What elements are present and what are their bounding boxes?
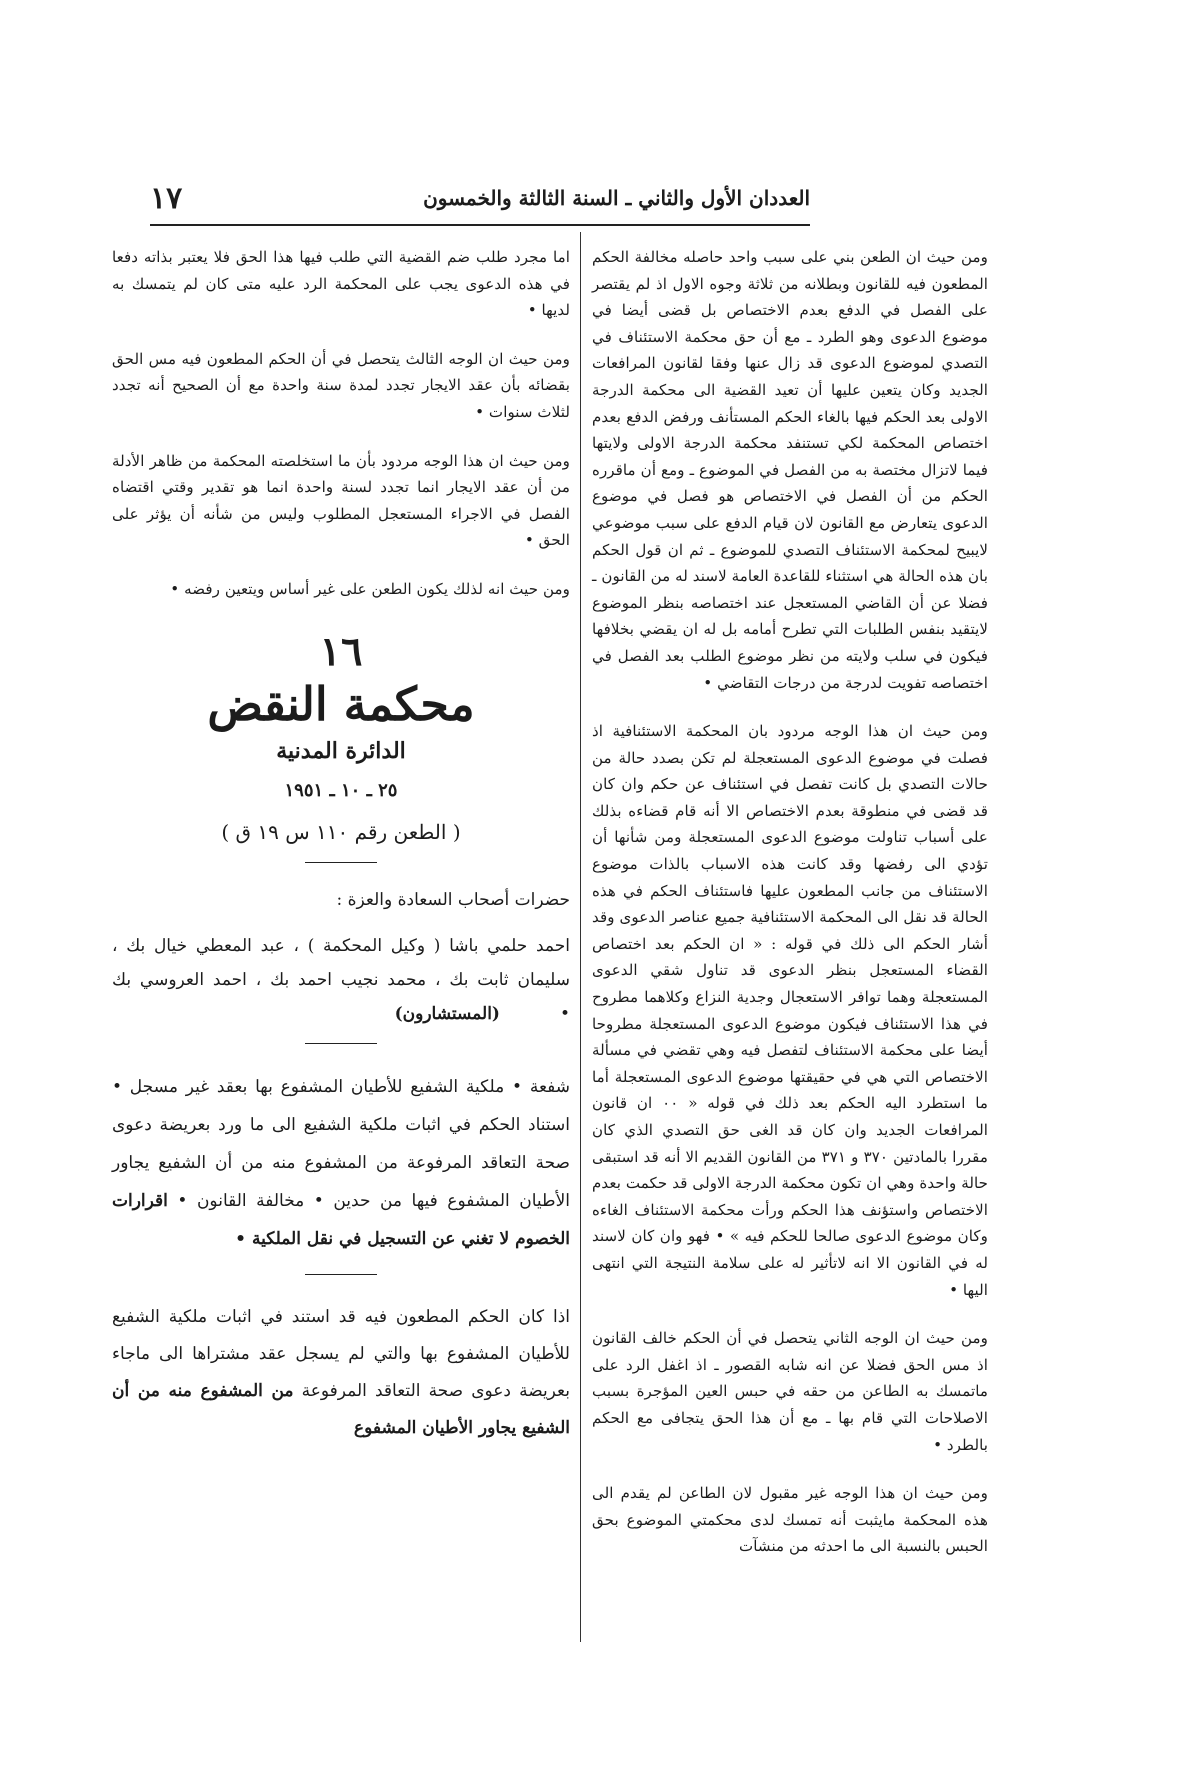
body-paragraph: ومن حيث انه لذلك يكون الطعن على غير أساس ويتعين رفضه • — [170, 579, 570, 598]
body-paragraph: ومن حيث ان الوجه الثالث يتحصل في أن الحكم المطعون فيه مس الحق بقضائه بأن عقد الايجار تجدد لمدة سنة واحدة مع أن الصحيح أنه تجدد لثلاث سنوات • — [112, 349, 570, 421]
left-column — [112, 244, 570, 1447]
headnote-bold: اقرارات الخصوم لا تغني عن التسجيل في نقل الملكية • — [112, 1191, 570, 1250]
case-date: ٢٥ ـ ١٠ ـ ١٩٥١ — [284, 780, 398, 802]
bench-role: (المستشارون) — [394, 1004, 500, 1025]
body-paragraph: ومن حيث ان الطعن بني على سبب واحد حاصله مخالفة الحكم المطعون فيه للقانون وبطلانه من ثلاثة وجوه الاول اذ لم يقتصر على الفصل في الدفع بعدم الاختصاص بل قضى أيضا في موضوع الدعوى وهو الطرد ـ مع أن حق محكمة الاستئناف في التصدي لموضوع الدعوى قد زال عنها وفقا لقانون المرافعات الجديد وكان يتعين عليها أن تعيد القضية الى محكمة الدرجة الاولى بعد الحكم فيها بالغاء الحكم المستأنف ورفض الدفع بعدم اختصاص المحكمة لكي تستنفد محكمة الدرجة الاولى ولايتها فيما لاتزال مختصة به من الفصل في الموضوع ـ ومع أن ماقرره الحكم من أن الفصل في الاختصاص هو فصل في موضوع الدعوى يتعارض مع القانون لان قيام الدفع على سبب موضوعي لايبيح لمحكمة الاستئناف التصدي للموضوع ـ ثم ان قول الحكم بان هذه الحالة هي استثناء للقاعدة العامة لاسند له من القانون ـ فضلا عن أن القاضي المستعجل عند اختصاصه بنظر الموضوع لايتقيد بنفس الطلبات التي تطرح أمامه بل له ان يقضي بخلافها فيكون في سلب ولايته من نظر موضوع الطلب بعد الفصل في اختصاصه تفويت لدرجة من درجات التقاضي • — [592, 248, 988, 692]
header-rule — [150, 224, 810, 226]
body-paragraph: اما مجرد طلب ضم القضية التي طلب فيها هذا الحق فلا يعتبر بذاته دفعا في هذه الدعوى يجب على المحكمة الرد عليه متى كان لم يتمسك به لديها • — [112, 248, 570, 320]
bench-intro: حضرات أصحاب السعادة والعزة : — [336, 889, 570, 910]
page-number: ١٧ — [150, 180, 183, 216]
section-rule — [305, 1274, 377, 1275]
body-paragraph: ومن حيث ان الوجه الثاني يتحصل في أن الحكم خالف القانون اذ مس الحق فضلا عن انه شابه القصور ـ اذ اغفل الرد على ماتمسك به الطاعن من حقه في حبس العين المؤجرة بسبب الاصلاحات التي قام بها ـ مع أن هذا الحق يتجافى مع الحكم بالطرد • — [592, 1329, 988, 1454]
running-title: العددان الأول والثاني ـ السنة الثالثة والخمسون — [423, 186, 810, 210]
headnote-text: شفعة • ملكية الشفيع للأطيان المشفوع بها بعقد غير مسجل • استناد الحكم في اثبات ملكية الشفيع الى ما ورد بعريضة دعوى صحة التعاقد المرفوعة من المشفوع منه من أن الشفيع يجاور الأطيان المشفوع فيها من حدين • مخالفة القانون • — [112, 1077, 570, 1212]
circuit-name: الدائرة المدنية — [276, 737, 406, 764]
bench-members — [112, 929, 570, 1031]
body-paragraph: ومن حيث ان هذا الوجه مردود بان المحكمة الاستئنافية اذ فصلت في موضوع الدعوى المستعجلة لم تكن بصدد حالة من حالات التصدي بل كانت تفصل في استئناف عن حكم وان كان قد قضى في منطوقة بعدم الاختصاص الا أنه قام قضاءه بذلك على أسباب تناولت موضوع الدعوى المستعجلة ومن شأنها أن تؤدي الى رفضها وقد كانت هذه الاسباب بالذات موضوع الاستئناف من جانب المطعون عليها فاستئناف الحكم في هذه الحالة قد نقل الى المحكمة الاستئنافية جميع عناصر الدعوى وقد أشار الحكم الى ذلك في قوله : « ان الحكم بعد اختصاص القضاء المستعجل بنظر الدعوى قد تناول شقي الدعوى المستعجلة وهما توافر الاستعجال وجدية النزاع وكلاهما مطروح في هذا الاستئناف فيكون موضوع الدعوى المستعجلة مطروحا أيضا على محكمة الاستئناف لتفصل فيه وهي تقضي في مسألة الاختصاص التي هي في حقيقتها موضوع الدعوى المستعجلة أما ما استطرد اليه الحكم بعد ذلك في قوله « ٠٠ ان قانون المرافعات الجديد وان كان قد الغى حق التصدي الذي كان مقررا بالمادتين ٣٧٠ و ٣٧١ من القانون القديم الا أنه قد استبقى حالة واحدة وهي ان تكون محكمة الدرجة الاولى قد حكمت بعدم الاختصاص واستؤنف هذا الحكم ورأت محكمة الاستئناف الغاءه وكان موضوع الدعوى صالحا للحكم فيه » • فهو وان كان لاسند له في القانون الا انه لاتأثير له على سلامة النتيجة التي انتهى اليها • — [592, 722, 988, 1299]
section-rule — [305, 862, 377, 863]
legal-principle — [112, 1299, 570, 1447]
appeal-reference: ( الطعن رقم ١١٠ س ١٩ ق ) — [221, 819, 461, 844]
body-paragraph: ومن حيث ان هذا الوجه غير مقبول لان الطاعن لم يقدم الى هذه المحكمة مايثبت أنه تمسك لدى محكمتي الموضوع بحق الحبس بالنسبة الى ما احدثه من منشآت — [592, 1484, 988, 1556]
case-number: ١٦ — [319, 627, 363, 675]
headnote — [112, 1068, 570, 1258]
court-name: محكمة النقض — [207, 677, 475, 732]
page-header — [150, 178, 810, 218]
bench-members-text: احمد حلمي باشا ( وكيل المحكمة ) ، عبد المعطي خيال بك ، سليمان ثابت بك ، محمد نجيب احمد بك ، احمد العروسي بك • — [112, 936, 570, 1025]
section-rule — [305, 1043, 377, 1044]
body-paragraph: ومن حيث ان هذا الوجه مردود بأن ما استخلصته المحكمة من ظاهر الأدلة من أن عقد الايجار انما تجدد لسنة واحدة انما هو تقدير وقتي اقتضاه الفصل في الاجراء المستعجل المطلوب وليس من شأنه أن يؤثر على الحق • — [112, 451, 570, 550]
principle-text: اذا كان الحكم المطعون فيه قد استند في اثبات ملكية الشفيع للأطيان المشفوع بها والتي لم يسجل عقد مشتراها الى ماجاء بعريضة دعوى صحة التعاقد المرفوعة — [112, 1307, 570, 1402]
principle-bold: من المشفوع منه من أن الشفيع يجاور الأطيان المشفوع — [112, 1381, 570, 1439]
right-column — [592, 244, 988, 1582]
column-divider — [580, 232, 581, 1642]
